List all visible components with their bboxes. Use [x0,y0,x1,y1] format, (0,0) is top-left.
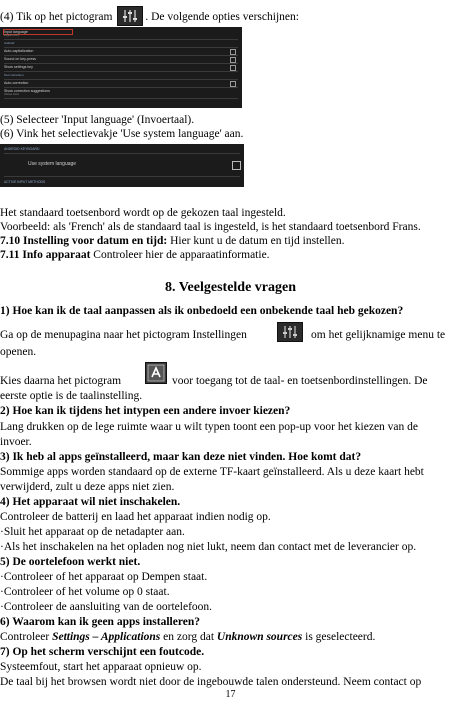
settings-divider [4,63,238,64]
answer-6-unknown-sources: Unknown sources [216,631,303,643]
letter-a-glyph-icon [146,363,166,383]
settings-item[interactable]: Show correction suggestions [4,89,50,93]
answer-3-line-2: verwijderd, zult u deze apps niet zien. [0,481,175,493]
answer-6-pre: Controleer [0,631,53,643]
faq-heading: 8. Veelgestelde vragen [164,280,297,295]
step-6: (6) Vink het selectievakje 'Use system language' aan. [0,128,244,140]
answer-1-line-1 [0,328,461,342]
section-7-10 [0,234,344,248]
answer-7-line-1: Systeemfout, start het apparaat opnieuw op. [0,661,202,673]
settings-item[interactable]: Input language [4,30,72,34]
keyboard-settings-screenshot [0,27,242,108]
settings-section-label: Android [4,41,15,45]
question-4: 4) Het apparaat wil niet inschakelen. [0,496,181,508]
section-7-11-text: Controleer hier de apparaatinformatie. [90,249,270,261]
page-number: 17 [225,689,236,700]
sliders-glyph-icon [118,7,142,25]
answer-1-line-4: eerste optie is de taalinstelling. [0,390,143,402]
answer-4-line-2: ·Sluit het apparaat op de netadapter aan. [0,526,185,538]
section-7-10-text: Hier kunt u de datum en tijd instellen. [167,235,345,247]
lang-shot-divider-2 [4,176,240,177]
answer-2-line-1: Lang drukken op de lege ruimte waar u wilt typen toont een pop-up voor het kiezen van de [0,421,419,433]
settings-divider [4,87,238,88]
answer-1-line-2: openen. [0,346,37,358]
answer-1-line-1b: om het gelijknamige menu te [311,329,446,341]
answer-4-line-3: ·Als het inschakelen na het opladen nog niet lukt, neem dan contact met de leverancier op. [0,541,417,553]
answer-1-line-3a: Kies daarna het pictogram [0,375,122,387]
question-5: 5) De oortelefoon werkt niet. [0,556,141,568]
step-4-text: (4) Tik op het pictogram [0,11,113,23]
settings-item-summary: Always show [4,93,19,96]
section-7-11 [0,248,270,262]
answer-5-line-2: ·Controleer of het volume op 0 staat. [0,586,170,598]
answer-6 [0,630,375,644]
settings-sliders-glyph-icon [278,323,302,341]
question-7: 7) Op het scherm verschijnt een foutcode. [0,646,205,658]
settings-item[interactable]: Auto-correction [4,81,29,85]
question-1: 1) Hoe kan ik de taal aanpassen als ik onbedoeld een onbekende taal heb gekozen? [0,305,404,317]
system-language-screenshot [0,144,244,187]
section-7-11-title: 7.11 Info apparaat [0,249,91,261]
settings-divider [4,55,238,56]
lang-shot-footer: ACTIVE INPUT METHODS [4,180,46,184]
answer-6-post: is geselecteerd. [302,631,376,643]
step-4 [0,6,299,26]
use-system-language-checkbox[interactable] [232,161,241,170]
answer-2-line-2: invoer. [0,436,32,448]
settings-item-summary: English (UK) [4,34,19,37]
answer-7-line-2: De taal bij het browsen wordt niet door de ingebouwde talen ondersteund. Neem contact op [0,676,422,688]
settings-divider [4,71,238,72]
settings-item[interactable]: Auto-capitalization [4,49,34,53]
answer-3-line-1: Sommige apps worden standaard op de externe TF-kaart geïnstalleerd. Als u deze kaart hebt [0,466,424,478]
settings-item[interactable]: Show settings key [4,65,33,69]
step-5: (5) Selecteer 'Input language' (Invoertaal). [0,114,195,126]
settings-divider [4,47,238,48]
settings-divider [4,39,238,40]
step-4-after: . De volgende opties verschijnen: [145,11,299,23]
settings-divider [4,79,238,80]
answer-5-line-1: ·Controleer of het apparaat op Dempen staat. [0,571,208,583]
default-keyboard-line-2: Voorbeeld: als 'French' als de standaard taal is ingesteld, is het standaard toetsenbord Frans. [0,221,421,233]
lang-shot-divider [4,153,240,154]
answer-1-line-3b: voor toegang tot de taal- en toetsenbordinstellingen. De [172,375,428,387]
settings-section-label: Text correction [4,73,24,77]
settings-sliders-icon [117,6,143,26]
answer-4-line-1: Controleer de batterij en laad het apparaat indien nodig op. [0,511,271,523]
answer-1-line-1a: Ga op de menupagina naar het pictogram Instellingen [0,329,247,341]
settings-app-icon [277,322,303,342]
language-keyboard-icon [145,362,167,384]
lang-shot-item: Use system language [28,161,77,167]
question-3: 3) Ik heb al apps geïnstalleerd, maar kan deze niet vinden. Hoe komt dat? [0,451,362,463]
default-keyboard-line-1: Het standaard toetsenbord wordt op de gekozen taal ingesteld. [0,207,286,219]
settings-divider [4,98,238,99]
section-7-10-title: 7.10 Instelling voor datum en tijd: [0,235,168,247]
question-2: 2) Hoe kan ik tijdens het intypen een andere invoer kiezen? [0,405,291,417]
lang-shot-header: ANDROID KEYBOARD [4,147,40,151]
answer-1-line-3 [0,374,461,388]
settings-item[interactable]: Sound on key-press [4,57,36,61]
answer-6-settings-path: Settings – Applications [52,631,161,643]
answer-5-line-3: ·Controleer de aansluiting van de oortelefoon. [0,601,213,613]
question-6: 6) Waarom kan ik geen apps installeren? [0,616,201,628]
answer-6-mid: en zorg dat [160,631,217,643]
